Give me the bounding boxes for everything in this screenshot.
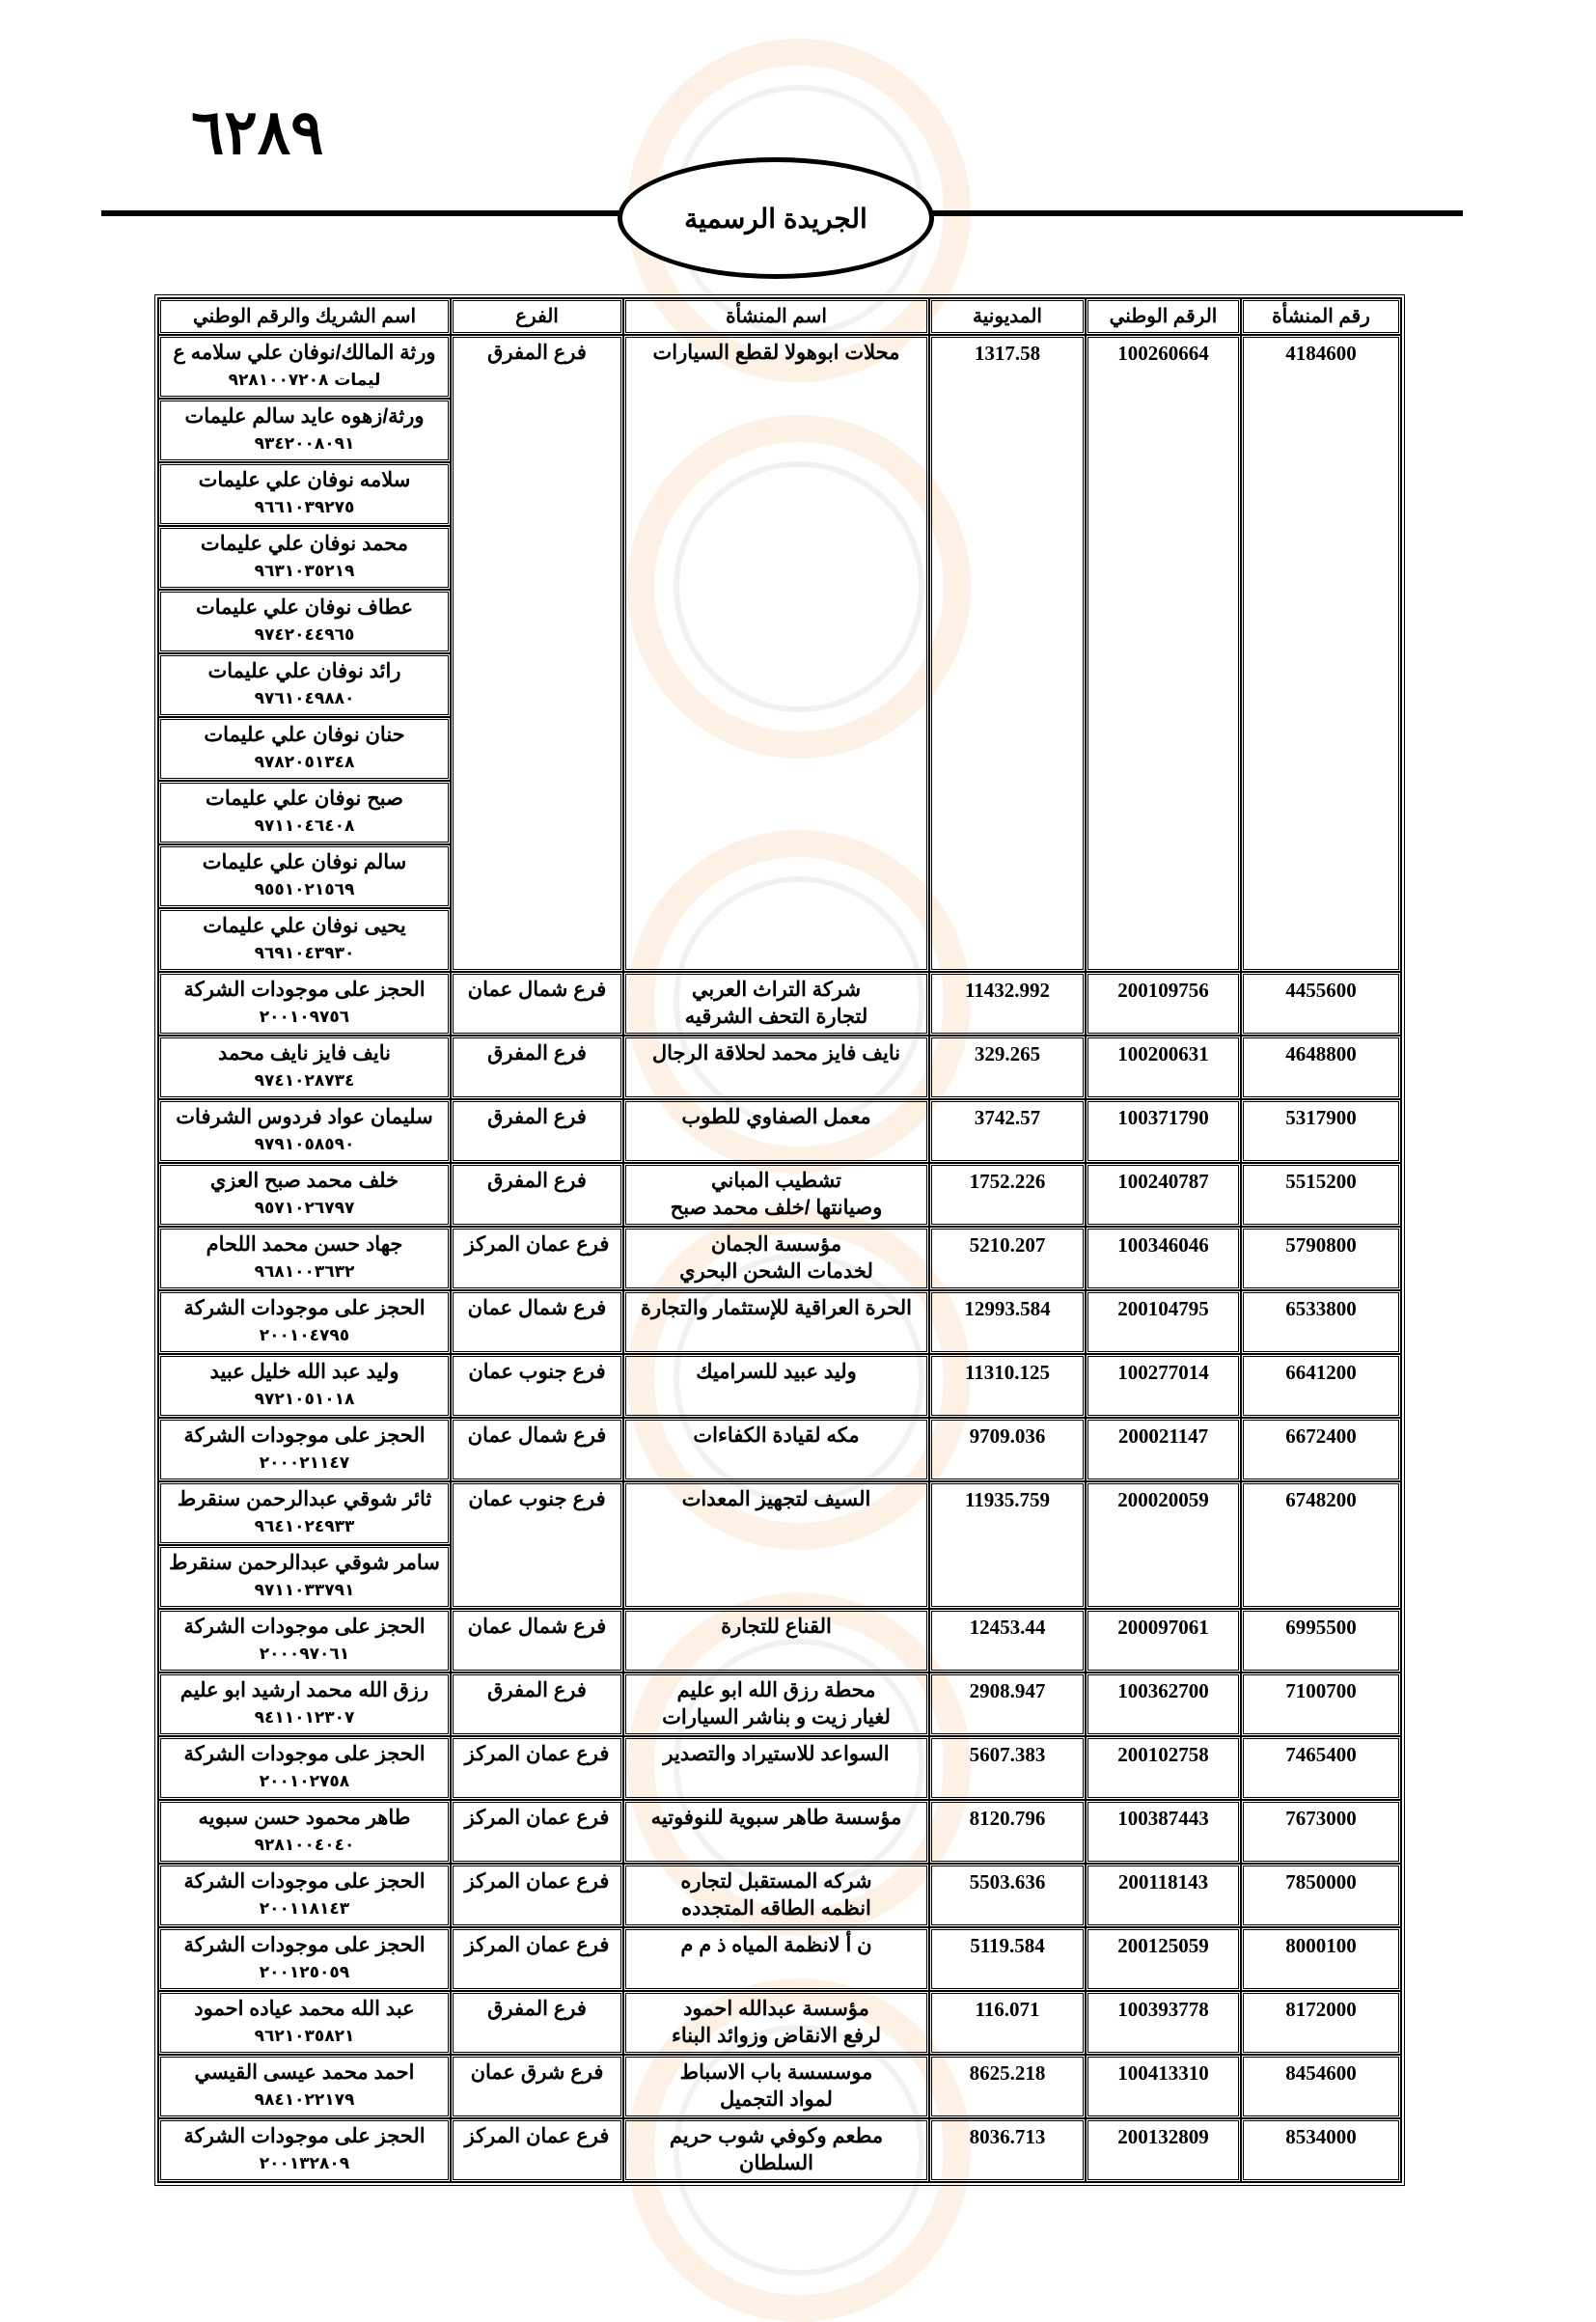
national-number: 100371790 <box>1086 1099 1241 1163</box>
establishment-name-line: القناع للتجارة <box>721 1616 832 1638</box>
branch: فرع عمان المركز <box>451 1864 623 1927</box>
debt-amount: 11310.125 <box>929 1354 1086 1418</box>
partner-name: سامر شوقي عبدالرحمن سنقرط <box>169 1552 440 1574</box>
branch: فرع شمال عمان <box>451 1290 623 1354</box>
establishment-name <box>623 972 929 1036</box>
national-number: 100240787 <box>1086 1163 1241 1227</box>
partner-cell <box>158 399 451 462</box>
partner-cell <box>158 1481 451 1545</box>
debt-amount: 116.071 <box>929 1991 1086 2055</box>
table-row <box>158 1227 1401 1290</box>
partner-national-number: ٢٠٠١٢٥٠٥٩ <box>259 1963 350 1982</box>
partner-name: الحجز على موجودات الشركة <box>183 1424 426 1447</box>
table-row <box>158 972 1401 1036</box>
partner-cell <box>158 2118 451 2182</box>
partner-national-number: ٩٧٩١٠٥٨٥٩٠ <box>254 1135 355 1154</box>
establishment-name-line: شركة التراث العربي <box>691 979 862 1001</box>
branch: فرع عمان المركز <box>451 2118 623 2182</box>
establishment-name <box>623 1736 929 1800</box>
establishment-id: 6995500 <box>1241 1609 1401 1672</box>
debt-amount: 329.265 <box>929 1036 1086 1099</box>
debt-amount: 11432.992 <box>929 972 1086 1036</box>
partner-name: طاهر محمود حسن سبويه <box>198 1807 411 1829</box>
branch: فرع المفرق <box>451 1672 623 1736</box>
establishment-id: 4184600 <box>1241 335 1401 972</box>
partner-national-number: ٢٠٠١١٨١٤٣ <box>259 1899 350 1919</box>
gazette-title: الجريدة الرسمية <box>684 203 867 234</box>
debt-amount: 8120.796 <box>929 1800 1086 1864</box>
partner-name: سلامه نوفان علي عليمات <box>198 469 411 491</box>
page-number: ٦٢٨٩ <box>191 97 324 169</box>
national-number: 200104795 <box>1086 1290 1241 1354</box>
branch: فرع المفرق <box>451 1991 623 2055</box>
national-number: 100393778 <box>1086 1991 1241 2055</box>
debt-amount: 12453.44 <box>929 1609 1086 1672</box>
national-number: 200118143 <box>1086 1864 1241 1927</box>
branch: فرع شمال عمان <box>451 1609 623 1672</box>
partner-name: ورثة/زهوه عايد سالم عليمات <box>184 405 425 428</box>
table-row <box>158 1800 1401 1864</box>
establishment-id: 6748200 <box>1241 1481 1401 1609</box>
national-number: 200132809 <box>1086 2118 1241 2182</box>
establishment-id: 7100700 <box>1241 1672 1401 1736</box>
partner-national-number: ٩٣٤٢٠٠٨٠٩١ <box>254 434 355 454</box>
debt-amount: 9709.036 <box>929 1418 1086 1481</box>
partner-name: رزق الله محمد ارشيد ابو عليم <box>179 1679 429 1701</box>
table-row <box>158 1036 1401 1099</box>
establishment-name <box>623 1927 929 1991</box>
partner-cell <box>158 1800 451 1864</box>
partner-name: خلف محمد صبح العزي <box>209 1170 399 1192</box>
partner-national-number: ٩٥٥١٠٢١٥٦٩ <box>254 880 355 899</box>
gazette-title-oval <box>618 157 934 279</box>
partner-national-number: ٩٤١١٠١٢٣٠٧ <box>254 1708 355 1728</box>
partner-cell <box>158 653 451 717</box>
partner-name: سليمان عواد فردوس الشرفات <box>176 1106 433 1128</box>
partner-national-number: ٢٠٠١٣٢٨٠٩ <box>259 2154 350 2173</box>
partner-name: رائد نوفان علي عليمات <box>207 660 401 682</box>
partner-cell <box>158 1864 451 1927</box>
table-header-row <box>158 298 1401 335</box>
branch: فرع شمال عمان <box>451 972 623 1036</box>
debt-amount: 12993.584 <box>929 1290 1086 1354</box>
partner-national-number: ٩٧١١٠٣٣٧٩١ <box>254 1581 355 1600</box>
partner-cell <box>158 1609 451 1672</box>
establishment-name <box>623 335 929 972</box>
partner-cell <box>158 2055 451 2118</box>
establishment-name-line: نايف فايز محمد لحلاقة الرجال <box>651 1042 901 1064</box>
establishment-name <box>623 2118 929 2182</box>
partner-cell <box>158 335 451 399</box>
partner-name: الحجز على موجودات الشركة <box>183 979 426 1001</box>
establishment-name-line: لغيار زيت و بناشر السيارات <box>662 1706 891 1728</box>
partner-name: عبد الله محمد عياده احمود <box>194 1998 415 2020</box>
partner-name: الحجز على موجودات الشركة <box>183 1934 426 1956</box>
partner-cell <box>158 781 451 844</box>
establishment-name-line: محلات ابوهولا لقطع السيارات <box>652 342 900 364</box>
branch: فرع شرق عمان <box>451 2055 623 2118</box>
col-header-partner: اسم الشريك والرقم الوطني <box>158 298 451 335</box>
establishment-id: 5317900 <box>1241 1099 1401 1163</box>
partner-cell <box>158 526 451 590</box>
partner-national-number: ٩٧٤١٠٢٨٧٣٤ <box>254 1071 355 1091</box>
national-number: 100260664 <box>1086 335 1241 972</box>
debt-amount: 11935.759 <box>929 1481 1086 1609</box>
partner-cell <box>158 1036 451 1099</box>
national-number: 200102758 <box>1086 1736 1241 1800</box>
establishment-id: 5515200 <box>1241 1163 1401 1227</box>
table-row <box>158 1290 1401 1354</box>
table-row <box>158 2118 1401 2182</box>
establishment-name-line: مؤسسة عبدالله احمود <box>683 1998 869 2020</box>
partner-cell <box>158 590 451 653</box>
branch: فرع المفرق <box>451 335 623 972</box>
establishment-name-line: مطعم وكوفي شوب حريم السلطان <box>669 2125 884 2174</box>
national-number: 100387443 <box>1086 1800 1241 1864</box>
table-row <box>158 1099 1401 1163</box>
establishment-id: 7850000 <box>1241 1864 1401 1927</box>
establishment-name <box>623 1481 929 1609</box>
partner-national-number: ٩٨٤١٠٢٢١٧٩ <box>254 2090 355 2110</box>
establishment-name-line: لمواد التجميل <box>720 2088 833 2111</box>
branch: فرع جنوب عمان <box>451 1354 623 1418</box>
establishment-name <box>623 2055 929 2118</box>
partner-cell <box>158 717 451 781</box>
partner-name: محمد نوفان علي عليمات <box>200 533 409 555</box>
partner-name: ورثة المالك/نوفان علي سلامه ع <box>173 342 436 364</box>
establishment-id: 6641200 <box>1241 1354 1401 1418</box>
col-header-branch: الفرع <box>451 298 623 335</box>
partner-cell <box>158 972 451 1036</box>
col-header-name: اسم المنشأة <box>623 298 929 335</box>
establishment-name-line: تشطيب المباني <box>710 1170 842 1192</box>
table-body <box>158 335 1401 2182</box>
table-row <box>158 1354 1401 1418</box>
national-number: 100413310 <box>1086 2055 1241 2118</box>
partner-cell <box>158 1991 451 2055</box>
debt-amount: 3742.57 <box>929 1099 1086 1163</box>
partner-name: احمد محمد عيسى القيسي <box>194 2061 415 2084</box>
partner-cell <box>158 462 451 526</box>
establishment-name-line: مؤسسة الجمان <box>710 1233 842 1256</box>
partner-cell <box>158 1354 451 1418</box>
table-row <box>158 1418 1401 1481</box>
establishment-name-line: معمل الصفاوي للطوب <box>681 1106 871 1128</box>
national-number: 100277014 <box>1086 1354 1241 1418</box>
establishment-name <box>623 1099 929 1163</box>
establishment-name-line: السيف لتجهيز المعدات <box>681 1488 871 1510</box>
partner-cell <box>158 1545 451 1609</box>
debt-amount: 8625.218 <box>929 2055 1086 2118</box>
partner-national-number: ٩٧٢١٠٥١٠١٨ <box>254 1390 355 1409</box>
establishment-name-line: موسسسة باب الاسباط <box>679 2061 873 2084</box>
partner-national-number: ليمات ٩٢٨١٠٠٧٢٠٨ <box>228 371 381 390</box>
branch: فرع عمان المركز <box>451 1736 623 1800</box>
debt-amount: 5210.207 <box>929 1227 1086 1290</box>
partner-national-number: ٩٢٨١٠٠٤٠٤٠ <box>254 1836 355 1855</box>
partner-name: الحجز على موجودات الشركة <box>183 2125 426 2147</box>
partner-name: يحيى نوفان علي عليمات <box>203 915 406 937</box>
debt-amount: 5607.383 <box>929 1736 1086 1800</box>
establishment-id: 5790800 <box>1241 1227 1401 1290</box>
establishment-name-line: لتجارة التحف الشرقيه <box>684 1006 868 1028</box>
partner-national-number: ٢٠٠٠٩٧٠٦١ <box>259 1645 350 1664</box>
partner-name: عطاف نوفان علي عليمات <box>195 596 414 619</box>
partner-name: الحجز على موجودات الشركة <box>183 1870 426 1893</box>
partner-national-number: ٩٥٧١٠٢٦٧٩٧ <box>254 1199 355 1218</box>
table-row <box>158 1481 1401 1545</box>
establishment-name <box>623 1036 929 1099</box>
table-row <box>158 2055 1401 2118</box>
establishment-name <box>623 1354 929 1418</box>
establishment-name <box>623 1672 929 1736</box>
table-row <box>158 1927 1401 1991</box>
partner-cell <box>158 1290 451 1354</box>
establishment-name-line: لرفع الانقاض وزوائد البناء <box>671 2025 882 2047</box>
table-row <box>158 1864 1401 1927</box>
partner-cell <box>158 1163 451 1227</box>
partner-national-number: ٢٠٠٠٢١١٤٧ <box>259 1453 350 1473</box>
partner-national-number: ٩٦٦١٠٣٩٢٧٥ <box>254 498 355 517</box>
national-number: 200020059 <box>1086 1481 1241 1609</box>
establishment-id: 7465400 <box>1241 1736 1401 1800</box>
partner-name: سالم نوفان علي عليمات <box>202 851 407 873</box>
partner-name: نايف فايز نايف محمد <box>218 1042 391 1064</box>
debt-amount: 8036.713 <box>929 2118 1086 2182</box>
partner-cell <box>158 1927 451 1991</box>
establishment-name <box>623 1991 929 2055</box>
partner-name: الحجز على موجودات الشركة <box>183 1616 426 1638</box>
establishment-name <box>623 1163 929 1227</box>
debtors-table <box>154 294 1405 2186</box>
partner-cell <box>158 1099 451 1163</box>
establishment-name-line: شركه المستقبل لتجاره <box>680 1870 872 1893</box>
establishment-name <box>623 1864 929 1927</box>
branch: فرع عمان المركز <box>451 1227 623 1290</box>
establishment-name-line: مؤسسة طاهر سبوية للنوفوتيه <box>650 1807 902 1829</box>
partner-national-number: ٢٠٠١٠٤٧٩٥ <box>259 1326 350 1345</box>
establishment-id: 8454600 <box>1241 2055 1401 2118</box>
table-row <box>158 335 1401 399</box>
branch: فرع المفرق <box>451 1036 623 1099</box>
partner-national-number: ٩٧٨٢٠٥١٣٤٨ <box>254 753 355 772</box>
partner-national-number: ٩٦٣١٠٣٥٢١٩ <box>254 562 355 581</box>
establishment-id: 4455600 <box>1241 972 1401 1036</box>
branch: فرع عمان المركز <box>451 1927 623 1991</box>
partner-national-number: ٩٦٤١٠٢٤٩٣٣ <box>254 1517 355 1536</box>
establishment-name-line: السواعد للاستيراد والتصدير <box>663 1743 890 1765</box>
establishment-id: 4648800 <box>1241 1036 1401 1099</box>
partner-cell <box>158 844 451 908</box>
partner-cell <box>158 908 451 972</box>
establishment-name <box>623 1227 929 1290</box>
col-header-id: رقم المنشأة <box>1241 298 1401 335</box>
debt-amount: 1317.58 <box>929 335 1086 972</box>
partner-national-number: ٩٦٢١٠٣٥٨٢١ <box>254 2027 355 2046</box>
branch: فرع المفرق <box>451 1163 623 1227</box>
establishment-name-line: لخدمات الشحن البحري <box>679 1260 873 1283</box>
establishment-name <box>623 1609 929 1672</box>
branch: فرع جنوب عمان <box>451 1481 623 1609</box>
national-number: 200125059 <box>1086 1927 1241 1991</box>
establishment-name <box>623 1800 929 1864</box>
col-header-debt: المديونية <box>929 298 1086 335</box>
establishment-name-line: ن أ لانظمة المياه ذ م م <box>680 1934 872 1956</box>
national-number: 200109756 <box>1086 972 1241 1036</box>
national-number: 100346046 <box>1086 1227 1241 1290</box>
partner-name: صبح نوفان علي عليمات <box>206 788 403 810</box>
partner-national-number: ٩٧٤٢٠٤٤٩٦٥ <box>254 625 355 645</box>
partner-national-number: ٩٦٨١٠٠٣٦٣٢ <box>254 1262 355 1282</box>
table-row <box>158 1609 1401 1672</box>
establishment-id: 6672400 <box>1241 1418 1401 1481</box>
establishment-id: 8000100 <box>1241 1927 1401 1991</box>
establishment-name-line: وليد عبيد للسراميك <box>696 1361 857 1383</box>
branch: فرع عمان المركز <box>451 1800 623 1864</box>
table-row <box>158 1163 1401 1227</box>
partner-name: ثائر شوقي عبدالرحمن سنقرط <box>177 1488 432 1510</box>
branch: فرع شمال عمان <box>451 1418 623 1481</box>
debt-amount: 5119.584 <box>929 1927 1086 1991</box>
establishment-id: 6533800 <box>1241 1290 1401 1354</box>
establishment-name <box>623 1418 929 1481</box>
establishment-id: 8172000 <box>1241 1991 1401 2055</box>
partner-name: وليد عبد الله خليل عبيد <box>209 1361 399 1383</box>
debt-amount: 5503.636 <box>929 1864 1086 1927</box>
partner-name: الحجز على موجودات الشركة <box>183 1297 426 1319</box>
partner-cell <box>158 1736 451 1800</box>
national-number: 200097061 <box>1086 1609 1241 1672</box>
partner-national-number: ٢٠٠١٠٢٧٥٨ <box>259 1772 350 1791</box>
partner-national-number: ٩٧١١٠٤٦٤٠٨ <box>254 816 355 836</box>
national-number: 100362700 <box>1086 1672 1241 1736</box>
establishment-name-line: الحرة العراقية للإستثمار والتجارة <box>641 1297 912 1319</box>
partner-cell <box>158 1672 451 1736</box>
table-row <box>158 1736 1401 1800</box>
national-number: 100200631 <box>1086 1036 1241 1099</box>
establishment-name-line: محطة رزق الله ابو عليم <box>676 1679 876 1701</box>
debt-amount: 2908.947 <box>929 1672 1086 1736</box>
partner-name: الحجز على موجودات الشركة <box>183 1743 426 1765</box>
col-header-national: الرقم الوطني <box>1086 298 1241 335</box>
establishment-name-line: وصيانتها /خلف محمد صبح <box>670 1197 883 1219</box>
establishment-name <box>623 1290 929 1354</box>
establishment-name-line: مكه لقيادة الكفاءات <box>693 1424 860 1447</box>
partner-national-number: ٩٦٩١٠٤٣٩٣٠ <box>254 944 355 963</box>
table-row <box>158 1991 1401 2055</box>
branch: فرع المفرق <box>451 1099 623 1163</box>
establishment-id: 7673000 <box>1241 1800 1401 1864</box>
partner-cell <box>158 1418 451 1481</box>
establishment-name-line: انظمه الطاقه المتجدده <box>681 1897 871 1920</box>
partner-name: جهاد حسن محمد اللحام <box>206 1233 403 1256</box>
table-row <box>158 1672 1401 1736</box>
partner-national-number: ٩٧٦١٠٤٩٨٨٠ <box>254 689 355 708</box>
partner-cell <box>158 1227 451 1290</box>
debt-amount: 1752.226 <box>929 1163 1086 1227</box>
partner-name: حنان نوفان علي عليمات <box>204 724 405 746</box>
partner-national-number: ٢٠٠١٠٩٧٥٦ <box>259 1008 350 1027</box>
establishment-id: 8534000 <box>1241 2118 1401 2182</box>
national-number: 200021147 <box>1086 1418 1241 1481</box>
